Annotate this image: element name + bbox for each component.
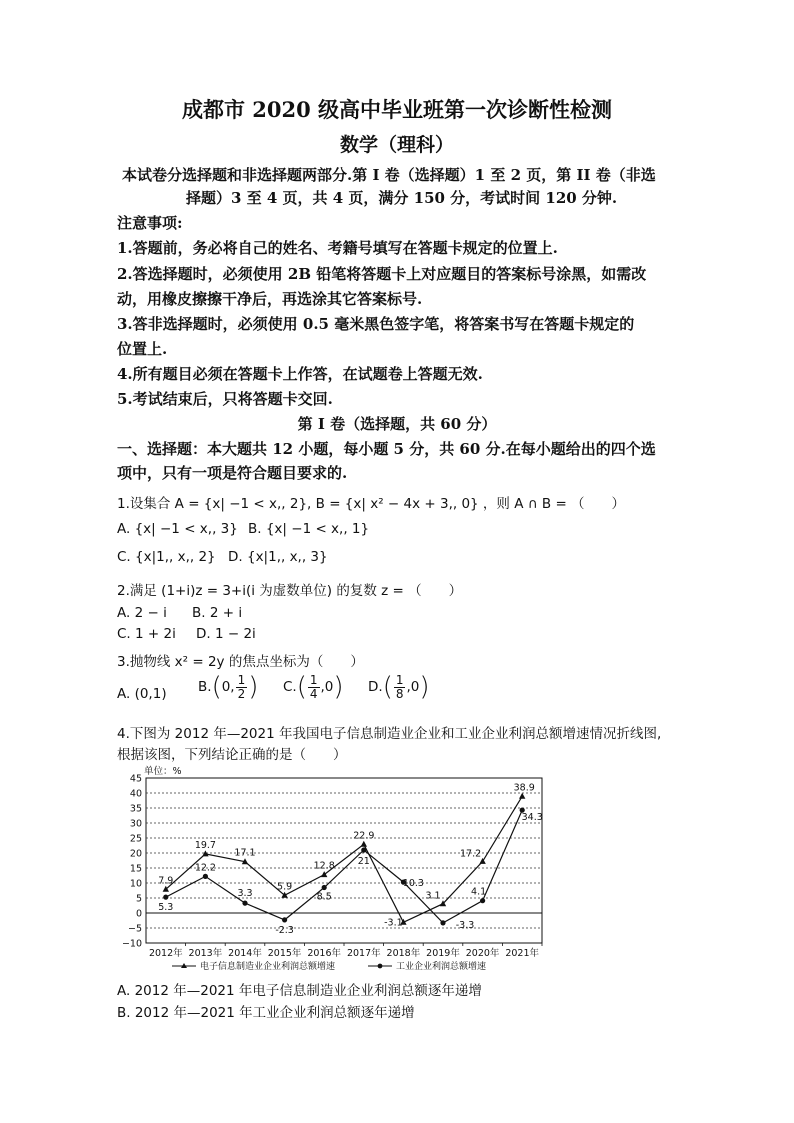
electronics-data-point bbox=[361, 841, 367, 847]
y-tick-label: 15 bbox=[129, 863, 142, 875]
question-3-option-c: C.( $\frac{1}{4}$ ,0) bbox=[283, 672, 344, 702]
x-tick-label: 2012年 bbox=[148, 948, 183, 959]
exam-subtitle: 数学（理科） bbox=[339, 134, 454, 156]
question-1-option-d: D. {x|1,, x,, 3} bbox=[228, 549, 328, 565]
industrial-data-point bbox=[282, 917, 287, 922]
question-2-option-c: C. 1 + 2i bbox=[117, 626, 176, 642]
y-tick-label: 35 bbox=[129, 803, 142, 815]
question-3-option-d: D.( $\frac{1}{8}$ ,0) bbox=[368, 672, 430, 702]
note-line: 4.所有题目必须在答题卡上作答，在试题卷上答题无效. bbox=[117, 365, 483, 383]
x-tick-label: 2017年 bbox=[346, 948, 381, 959]
electronics-data-label: 17.2 bbox=[460, 848, 482, 860]
fraction: $\frac{1}{4}$ bbox=[309, 672, 318, 701]
electronics-data-label: 7.9 bbox=[158, 875, 174, 887]
industrial-data-label: 3.3 bbox=[237, 888, 253, 900]
electronics-data-label: 38.9 bbox=[513, 782, 535, 794]
legend-circle-marker bbox=[378, 964, 383, 969]
question-2-option-d: D. 1 − 2i bbox=[196, 626, 256, 642]
industrial-data-label: 21 bbox=[357, 856, 370, 867]
x-tick-label: 2018年 bbox=[386, 948, 421, 959]
industrial-data-label: 10.3 bbox=[402, 878, 424, 890]
y-tick-label: −10 bbox=[121, 938, 142, 950]
legend-label: 工业企业利润总额增速 bbox=[396, 962, 487, 972]
industrial-data-point bbox=[440, 920, 445, 925]
y-tick-label: 30 bbox=[129, 818, 142, 830]
industrial-data-label: 5.3 bbox=[158, 902, 174, 914]
fraction: $\frac{1}{8}$ bbox=[395, 672, 404, 701]
y-tick-label: 25 bbox=[129, 833, 142, 845]
industrial-data-label: 12.2 bbox=[194, 862, 216, 874]
industrial-data-point bbox=[361, 847, 366, 852]
notes-heading: 注意事项: bbox=[117, 214, 183, 232]
fraction: $\frac{1}{2}$ bbox=[237, 672, 246, 701]
electronics-data-label: 17.1 bbox=[234, 847, 256, 859]
x-tick-label: 2016年 bbox=[307, 948, 342, 959]
option-label: B. bbox=[198, 679, 212, 695]
electronics-data-point bbox=[202, 850, 208, 856]
industrial-data-label: 4.1 bbox=[471, 886, 487, 898]
question-4-option-a: A. 2012 年—2021 年电子信息制造业企业利润总额逐年递增 bbox=[117, 983, 482, 999]
x-tick-label: 2021年 bbox=[505, 948, 540, 959]
industrial-data-point bbox=[480, 898, 485, 903]
industrial-data-label: -2.3 bbox=[275, 924, 294, 936]
industrial-data-label: 8.5 bbox=[316, 891, 332, 903]
electronics-data-label: 12.8 bbox=[313, 860, 335, 872]
option-label: C. bbox=[283, 679, 297, 695]
question-2-option-b: B. 2 + i bbox=[192, 605, 243, 621]
industrial-data-point bbox=[322, 885, 327, 890]
industrial-data-label: 34.3 bbox=[521, 812, 543, 824]
chart-unit-label: 单位：% bbox=[144, 766, 182, 777]
exam-title: 成都市 2020 级高中毕业班第一次诊断性检测 bbox=[181, 97, 613, 122]
question-4-stem-1: 4.下图为 2012 年—2021 年我国电子信息制造业企业和工业企业利润总额增速情况折线图, bbox=[117, 726, 662, 742]
industrial-series-line bbox=[166, 810, 522, 923]
y-tick-label: 10 bbox=[129, 878, 142, 890]
point-coordinate: 0, bbox=[221, 679, 235, 695]
question-2-option-a: A. 2 − i bbox=[117, 605, 167, 621]
question-3-option-a: A. (0,1) bbox=[117, 686, 167, 702]
question-4-stem-2: 根据该图，下列结论正确的是（ ） bbox=[117, 747, 347, 763]
electronics-data-label: 22.9 bbox=[353, 830, 375, 842]
electronics-data-point bbox=[519, 793, 525, 799]
legend-label: 电子信息制造业企业利润总额增速 bbox=[200, 962, 336, 972]
section-title: 第 I 卷（选择题，共 60 分） bbox=[297, 415, 497, 433]
question-1-option-a: A. {x| −1 < x,, 3} bbox=[117, 521, 238, 537]
note-line: 1.答题前，务必将自己的姓名、考籍号填写在答题卡规定的位置上. bbox=[117, 239, 558, 257]
industrial-data-point bbox=[242, 901, 247, 906]
point-coordinate: ,0 bbox=[406, 679, 420, 695]
question-4-option-b: B. 2012 年—2021 年工业企业利润总额逐年递增 bbox=[117, 1005, 415, 1021]
x-tick-label: 2013年 bbox=[188, 948, 223, 959]
industrial-data-point bbox=[203, 874, 208, 879]
electronics-data-point bbox=[321, 871, 327, 877]
y-tick-label: 45 bbox=[129, 773, 142, 785]
x-tick-label: 2015年 bbox=[267, 948, 302, 959]
question-3-option-b: B.(0, $\frac{1}{2}$ ) bbox=[198, 672, 259, 702]
y-tick-label: −5 bbox=[127, 923, 142, 935]
note-line: 位置上. bbox=[117, 340, 168, 358]
y-tick-label: 0 bbox=[135, 908, 142, 920]
electronics-data-label: 19.7 bbox=[194, 839, 216, 851]
note-line: 动，用橡皮擦擦干净后，再选涂其它答案标号. bbox=[117, 290, 423, 308]
option-label: D. bbox=[368, 679, 383, 695]
question-1-option-b: B. {x| −1 < x,, 1} bbox=[248, 521, 370, 537]
question-2-stem: 2.满足 (1+i)z = 3+i(i 为虚数单位) 的复数 z = （ ） bbox=[117, 583, 463, 599]
question-1-option-c: C. {x|1,, x,, 2} bbox=[117, 549, 216, 565]
question-3-stem: 3.抛物线 x² = 2y 的焦点坐标为（ ） bbox=[117, 654, 364, 670]
x-tick-label: 2020年 bbox=[465, 948, 500, 959]
electronics-data-label: 3.1 bbox=[425, 890, 441, 902]
x-tick-label: 2019年 bbox=[426, 948, 460, 959]
intro-line-1: 本试卷分选择题和非选择题两部分.第 I 卷（选择题）1 至 2 页，第 II 卷（非选 bbox=[122, 166, 656, 184]
point-coordinate: ,0 bbox=[320, 679, 334, 695]
note-line: 2.答选择题时，必须使用 2B 铅笔将答题卡上对应题目的答案标号涂黑，如需改 bbox=[117, 265, 647, 283]
note-line: 5.考试结束后，只将答题卡交回. bbox=[117, 390, 333, 408]
profit-growth-line-chart bbox=[110, 762, 550, 974]
note-line: 3.答非选择题时，必须使用 0.5 毫米黑色签字笔，将答案书写在答题卡规定的 bbox=[117, 315, 635, 333]
intro-line-2: 择题）3 至 4 页，共 4 页，满分 150 分，考试时间 120 分钟. bbox=[186, 189, 618, 207]
industrial-data-label: -3.3 bbox=[455, 919, 475, 931]
industrial-data-point bbox=[163, 895, 168, 900]
section-instruction-1: 一、选择题：本大题共 12 小题，每小题 5 分，共 60 分.在每小题给出的四个选 bbox=[117, 440, 656, 458]
electronics-data-label: -3.1 bbox=[384, 917, 403, 929]
y-tick-label: 20 bbox=[129, 848, 142, 860]
y-tick-label: 40 bbox=[129, 788, 142, 800]
electronics-data-label: 5.9 bbox=[277, 881, 293, 893]
x-tick-label: 2014年 bbox=[228, 948, 262, 959]
section-instruction-2: 项中，只有一项是符合题目要求的. bbox=[117, 464, 348, 482]
question-1-stem: 1.设集合 A = {x| −1 < x,, 2}, B = {x| x² − 4x + 3,, 0} ，则 A ∩ B = （ ） bbox=[117, 496, 626, 512]
y-tick-label: 5 bbox=[135, 893, 142, 905]
